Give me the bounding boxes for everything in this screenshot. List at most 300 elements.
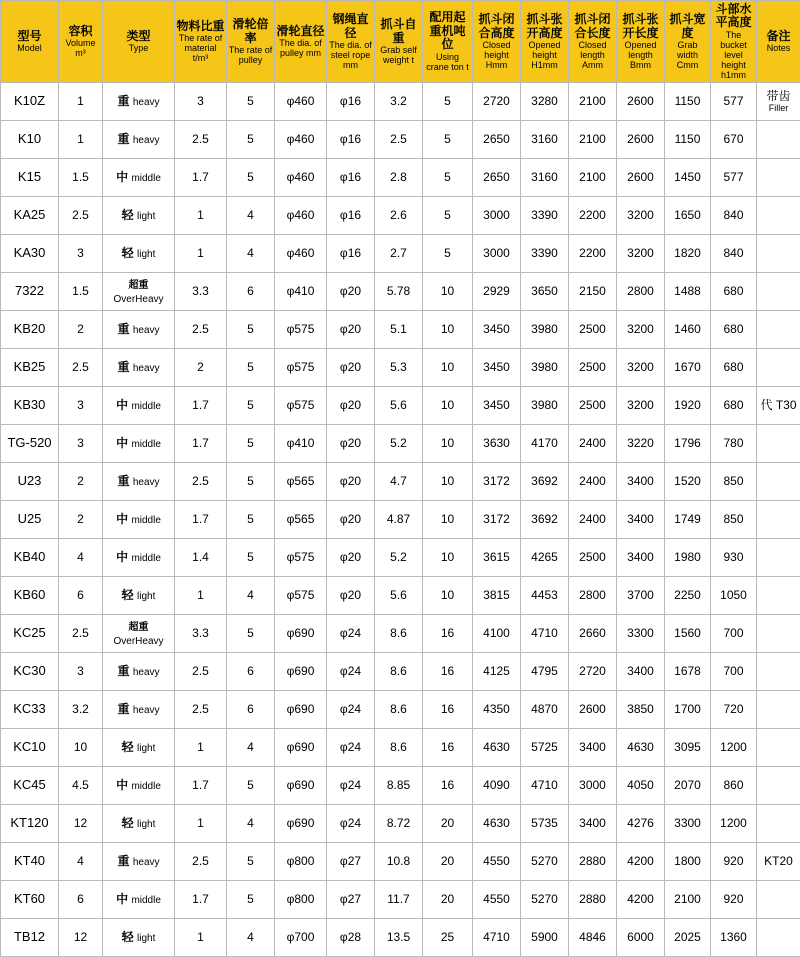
cell-opened-height: 4710 xyxy=(521,767,569,805)
cell-crane-tonnage: 10 xyxy=(423,539,473,577)
table-row xyxy=(1,463,800,501)
cell-material-rate: 2.5 xyxy=(175,121,227,159)
cell-self-weight: 2.6 xyxy=(375,197,423,235)
cell-rope-diameter: φ20 xyxy=(327,425,375,463)
cell-type-en: middle xyxy=(131,895,160,906)
column-header-closed-height: 抓斗闭合高度 Closed height Hmm xyxy=(473,1,521,83)
cell-self-weight: 5.2 xyxy=(375,539,423,577)
cell-rope-diameter: φ24 xyxy=(327,767,375,805)
cell-bucket-level-height: 680 xyxy=(711,273,757,311)
cell-opened-length: 3400 xyxy=(617,539,665,577)
cell-opened-length: 3220 xyxy=(617,425,665,463)
cell-notes xyxy=(757,121,800,159)
cell-closed-height: 3630 xyxy=(473,425,521,463)
cell-type xyxy=(103,83,175,121)
cell-notes xyxy=(757,235,800,273)
cell-notes xyxy=(757,83,800,121)
table-row xyxy=(1,159,800,197)
cell-rope-diameter: φ20 xyxy=(327,273,375,311)
cell-type-cn: 重 xyxy=(117,322,129,336)
cell-closed-height: 3000 xyxy=(473,197,521,235)
cell-model: KB30 xyxy=(1,387,59,425)
cell-notes xyxy=(757,387,800,425)
cell-volume: 3 xyxy=(59,387,103,425)
cell-closed-length: 2400 xyxy=(569,501,617,539)
cell-crane-tonnage: 10 xyxy=(423,463,473,501)
cell-pulley-rate: 4 xyxy=(227,235,275,273)
cell-opened-height: 3390 xyxy=(521,197,569,235)
cell-closed-length: 2500 xyxy=(569,311,617,349)
cell-closed-height: 2929 xyxy=(473,273,521,311)
cell-volume: 3 xyxy=(59,425,103,463)
cell-material-rate: 2.5 xyxy=(175,691,227,729)
cell-opened-height: 4710 xyxy=(521,615,569,653)
cell-model: KB60 xyxy=(1,577,59,615)
cell-crane-tonnage: 10 xyxy=(423,577,473,615)
cell-opened-height: 4870 xyxy=(521,691,569,729)
cell-closed-length: 3400 xyxy=(569,805,617,843)
cell-crane-tonnage: 5 xyxy=(423,83,473,121)
cell-closed-length: 2100 xyxy=(569,121,617,159)
cell-material-rate: 1.7 xyxy=(175,881,227,919)
cell-opened-length: 3850 xyxy=(617,691,665,729)
table-body xyxy=(1,83,800,957)
cell-pulley-diameter: φ460 xyxy=(275,83,327,121)
cell-rope-diameter: φ16 xyxy=(327,197,375,235)
cell-type xyxy=(103,881,175,919)
cell-pulley-diameter: φ800 xyxy=(275,843,327,881)
cell-crane-tonnage: 10 xyxy=(423,501,473,539)
cell-opened-length: 4276 xyxy=(617,805,665,843)
cell-type xyxy=(103,463,175,501)
cell-closed-height: 3172 xyxy=(473,501,521,539)
cell-pulley-diameter: φ690 xyxy=(275,805,327,843)
cell-opened-height: 4453 xyxy=(521,577,569,615)
cell-crane-tonnage: 20 xyxy=(423,843,473,881)
cell-volume: 2 xyxy=(59,311,103,349)
cell-pulley-diameter: φ575 xyxy=(275,539,327,577)
cell-crane-tonnage: 20 xyxy=(423,805,473,843)
cell-rope-diameter: φ20 xyxy=(327,463,375,501)
cell-pulley-diameter: φ575 xyxy=(275,577,327,615)
cell-crane-tonnage: 10 xyxy=(423,273,473,311)
cell-pulley-rate: 5 xyxy=(227,425,275,463)
cell-closed-length: 2500 xyxy=(569,349,617,387)
cell-model: KT120 xyxy=(1,805,59,843)
cell-type-en: light xyxy=(137,591,155,602)
cell-material-rate: 1 xyxy=(175,729,227,767)
cell-pulley-rate: 4 xyxy=(227,577,275,615)
cell-self-weight: 2.7 xyxy=(375,235,423,273)
cell-opened-length: 2800 xyxy=(617,273,665,311)
cell-grab-width: 1749 xyxy=(665,501,711,539)
cell-model: K10 xyxy=(1,121,59,159)
cell-volume: 4.5 xyxy=(59,767,103,805)
cell-opened-length: 2600 xyxy=(617,121,665,159)
cell-pulley-rate: 6 xyxy=(227,273,275,311)
cell-opened-height: 3980 xyxy=(521,387,569,425)
cell-rope-diameter: φ20 xyxy=(327,387,375,425)
cell-self-weight: 13.5 xyxy=(375,919,423,957)
header-row xyxy=(1,1,800,83)
cell-pulley-rate: 5 xyxy=(227,843,275,881)
cell-model: KC45 xyxy=(1,767,59,805)
cell-self-weight: 4.87 xyxy=(375,501,423,539)
cell-grab-width: 1450 xyxy=(665,159,711,197)
cell-opened-length: 3200 xyxy=(617,235,665,273)
cell-bucket-level-height: 1200 xyxy=(711,729,757,767)
cell-rope-diameter: φ20 xyxy=(327,539,375,577)
table-row xyxy=(1,197,800,235)
column-header-type: 类型 Type xyxy=(103,1,175,83)
cell-volume: 6 xyxy=(59,881,103,919)
cell-pulley-diameter: φ575 xyxy=(275,311,327,349)
cell-grab-width: 2100 xyxy=(665,881,711,919)
cell-model: 7322 xyxy=(1,273,59,311)
cell-closed-height: 3172 xyxy=(473,463,521,501)
cell-closed-height: 3450 xyxy=(473,311,521,349)
cell-notes xyxy=(757,197,800,235)
cell-material-rate: 1.7 xyxy=(175,387,227,425)
cell-notes xyxy=(757,729,800,767)
cell-opened-height: 3650 xyxy=(521,273,569,311)
cell-opened-length: 3700 xyxy=(617,577,665,615)
column-header-material-rate: 物料比重 The rate of material t/m³ xyxy=(175,1,227,83)
cell-notes xyxy=(757,159,800,197)
cell-closed-length: 2400 xyxy=(569,463,617,501)
cell-opened-height: 5900 xyxy=(521,919,569,957)
column-header-opened-length: 抓斗张开长度 Opened length Bmm xyxy=(617,1,665,83)
cell-self-weight: 8.6 xyxy=(375,653,423,691)
cell-type xyxy=(103,843,175,881)
cell-opened-height: 4170 xyxy=(521,425,569,463)
column-header-model: 型号 Model xyxy=(1,1,59,83)
cell-closed-height: 3615 xyxy=(473,539,521,577)
cell-closed-height: 2650 xyxy=(473,159,521,197)
cell-type-en: heavy xyxy=(133,667,160,678)
cell-type-cn: 重 xyxy=(117,854,129,868)
cell-closed-height: 4090 xyxy=(473,767,521,805)
cell-type xyxy=(103,121,175,159)
cell-type-en: middle xyxy=(131,781,160,792)
cell-notes xyxy=(757,539,800,577)
column-header-opened-height: 抓斗张开高度 Opened height H1mm xyxy=(521,1,569,83)
cell-type xyxy=(103,919,175,957)
cell-material-rate: 1 xyxy=(175,577,227,615)
cell-rope-diameter: φ16 xyxy=(327,159,375,197)
cell-model: KB20 xyxy=(1,311,59,349)
cell-type xyxy=(103,653,175,691)
table-row xyxy=(1,273,800,311)
cell-model: KC10 xyxy=(1,729,59,767)
table-row xyxy=(1,615,800,653)
cell-bucket-level-height: 860 xyxy=(711,767,757,805)
cell-self-weight: 8.85 xyxy=(375,767,423,805)
cell-closed-length: 3400 xyxy=(569,729,617,767)
cell-bucket-level-height: 840 xyxy=(711,235,757,273)
cell-bucket-level-height: 680 xyxy=(711,349,757,387)
cell-bucket-level-height: 680 xyxy=(711,387,757,425)
cell-material-rate: 1.4 xyxy=(175,539,227,577)
cell-type-en: heavy xyxy=(133,97,160,108)
cell-type-en: heavy xyxy=(133,705,160,716)
cell-closed-height: 4350 xyxy=(473,691,521,729)
cell-self-weight: 4.7 xyxy=(375,463,423,501)
cell-type xyxy=(103,349,175,387)
cell-notes-en: Filler xyxy=(758,103,799,113)
cell-grab-width: 2025 xyxy=(665,919,711,957)
cell-pulley-diameter: φ460 xyxy=(275,197,327,235)
cell-opened-length: 3200 xyxy=(617,349,665,387)
cell-type-cn: 中 xyxy=(116,892,128,906)
cell-notes xyxy=(757,805,800,843)
table-row xyxy=(1,501,800,539)
cell-closed-length: 2100 xyxy=(569,159,617,197)
cell-model: K10Z xyxy=(1,83,59,121)
cell-model: KB40 xyxy=(1,539,59,577)
cell-model: K15 xyxy=(1,159,59,197)
cell-type-cn: 重 xyxy=(117,702,129,716)
cell-type-cn: 中 xyxy=(116,170,128,184)
cell-notes xyxy=(757,653,800,691)
cell-closed-height: 4630 xyxy=(473,805,521,843)
cell-pulley-rate: 5 xyxy=(227,159,275,197)
cell-self-weight: 3.2 xyxy=(375,83,423,121)
cell-volume: 3.2 xyxy=(59,691,103,729)
cell-opened-height: 5735 xyxy=(521,805,569,843)
cell-pulley-rate: 6 xyxy=(227,653,275,691)
cell-notes xyxy=(757,463,800,501)
cell-material-rate: 1.7 xyxy=(175,159,227,197)
table-row xyxy=(1,235,800,273)
cell-closed-length: 2880 xyxy=(569,843,617,881)
cell-type-cn: 轻 xyxy=(122,816,134,830)
cell-volume: 2.5 xyxy=(59,615,103,653)
table-row xyxy=(1,881,800,919)
cell-self-weight: 5.6 xyxy=(375,577,423,615)
cell-type-en: middle xyxy=(131,401,160,412)
cell-bucket-level-height: 700 xyxy=(711,653,757,691)
cell-bucket-level-height: 680 xyxy=(711,311,757,349)
cell-closed-length: 2600 xyxy=(569,691,617,729)
cell-type-en: heavy xyxy=(133,857,160,868)
cell-rope-diameter: φ24 xyxy=(327,615,375,653)
cell-material-rate: 3.3 xyxy=(175,615,227,653)
cell-closed-length: 2880 xyxy=(569,881,617,919)
cell-rope-diameter: φ24 xyxy=(327,805,375,843)
cell-grab-width: 1460 xyxy=(665,311,711,349)
cell-closed-length: 2800 xyxy=(569,577,617,615)
cell-pulley-diameter: φ410 xyxy=(275,273,327,311)
cell-type-en: light xyxy=(137,819,155,830)
cell-grab-width: 2070 xyxy=(665,767,711,805)
cell-material-rate: 2 xyxy=(175,349,227,387)
cell-grab-width: 1800 xyxy=(665,843,711,881)
cell-notes xyxy=(757,691,800,729)
cell-notes-cn: 带齿 xyxy=(758,90,799,103)
cell-type xyxy=(103,729,175,767)
column-header-volume: 容积 Volume m³ xyxy=(59,1,103,83)
cell-type-cn: 超重 xyxy=(129,622,149,633)
cell-type-cn: 轻 xyxy=(122,246,134,260)
cell-rope-diameter: φ24 xyxy=(327,653,375,691)
cell-rope-diameter: φ28 xyxy=(327,919,375,957)
cell-volume: 4 xyxy=(59,539,103,577)
cell-type-cn: 重 xyxy=(117,664,129,678)
cell-type-en: heavy xyxy=(133,477,160,488)
cell-material-rate: 2.5 xyxy=(175,463,227,501)
cell-closed-height: 4710 xyxy=(473,919,521,957)
cell-crane-tonnage: 16 xyxy=(423,615,473,653)
cell-type-en: middle xyxy=(131,515,160,526)
cell-pulley-rate: 5 xyxy=(227,83,275,121)
cell-pulley-rate: 4 xyxy=(227,805,275,843)
cell-grab-width: 1820 xyxy=(665,235,711,273)
cell-self-weight: 8.6 xyxy=(375,691,423,729)
cell-type-cn: 中 xyxy=(116,778,128,792)
cell-closed-height: 4125 xyxy=(473,653,521,691)
cell-crane-tonnage: 20 xyxy=(423,881,473,919)
table-row xyxy=(1,653,800,691)
cell-model: U23 xyxy=(1,463,59,501)
cell-pulley-diameter: φ575 xyxy=(275,387,327,425)
cell-crane-tonnage: 10 xyxy=(423,387,473,425)
cell-type-en: middle xyxy=(131,439,160,450)
cell-pulley-rate: 6 xyxy=(227,691,275,729)
cell-type-en: OverHeavy xyxy=(113,636,163,647)
cell-type-cn: 超重 xyxy=(129,280,149,291)
cell-type-en: light xyxy=(137,743,155,754)
cell-type xyxy=(103,311,175,349)
cell-closed-height: 3815 xyxy=(473,577,521,615)
cell-volume: 10 xyxy=(59,729,103,767)
cell-type-cn: 中 xyxy=(116,398,128,412)
cell-closed-length: 2660 xyxy=(569,615,617,653)
cell-volume: 1 xyxy=(59,121,103,159)
cell-notes xyxy=(757,311,800,349)
table-row xyxy=(1,843,800,881)
cell-bucket-level-height: 577 xyxy=(711,83,757,121)
table-row xyxy=(1,121,800,159)
table-row xyxy=(1,919,800,957)
cell-model: KA25 xyxy=(1,197,59,235)
cell-pulley-diameter: φ690 xyxy=(275,653,327,691)
cell-self-weight: 2.8 xyxy=(375,159,423,197)
cell-crane-tonnage: 10 xyxy=(423,425,473,463)
cell-material-rate: 1 xyxy=(175,197,227,235)
cell-closed-length: 2150 xyxy=(569,273,617,311)
cell-material-rate: 1 xyxy=(175,235,227,273)
cell-type xyxy=(103,235,175,273)
cell-type-en: heavy xyxy=(133,325,160,336)
cell-crane-tonnage: 5 xyxy=(423,197,473,235)
cell-type-en: light xyxy=(137,249,155,260)
cell-opened-length: 6000 xyxy=(617,919,665,957)
cell-rope-diameter: φ20 xyxy=(327,501,375,539)
cell-material-rate: 1 xyxy=(175,805,227,843)
cell-rope-diameter: φ27 xyxy=(327,881,375,919)
table-row xyxy=(1,349,800,387)
cell-opened-length: 4200 xyxy=(617,881,665,919)
cell-pulley-rate: 4 xyxy=(227,197,275,235)
cell-closed-length: 2500 xyxy=(569,539,617,577)
cell-grab-width: 1560 xyxy=(665,615,711,653)
cell-material-rate: 1.7 xyxy=(175,767,227,805)
cell-pulley-diameter: φ700 xyxy=(275,919,327,957)
cell-model: KA30 xyxy=(1,235,59,273)
cell-closed-height: 3450 xyxy=(473,387,521,425)
cell-self-weight: 8.6 xyxy=(375,729,423,767)
cell-pulley-diameter: φ565 xyxy=(275,463,327,501)
cell-type-en: heavy xyxy=(133,363,160,374)
table-row xyxy=(1,539,800,577)
cell-pulley-rate: 5 xyxy=(227,881,275,919)
cell-bucket-level-height: 720 xyxy=(711,691,757,729)
cell-opened-height: 3692 xyxy=(521,501,569,539)
cell-pulley-rate: 4 xyxy=(227,919,275,957)
cell-model: KT60 xyxy=(1,881,59,919)
cell-grab-width: 1520 xyxy=(665,463,711,501)
cell-type-en: heavy xyxy=(133,135,160,146)
cell-grab-width: 2250 xyxy=(665,577,711,615)
cell-opened-height: 3692 xyxy=(521,463,569,501)
cell-model: TG-520 xyxy=(1,425,59,463)
cell-opened-length: 3200 xyxy=(617,197,665,235)
cell-model: KB25 xyxy=(1,349,59,387)
cell-opened-length: 3400 xyxy=(617,501,665,539)
cell-volume: 3 xyxy=(59,653,103,691)
cell-rope-diameter: φ20 xyxy=(327,311,375,349)
cell-pulley-diameter: φ410 xyxy=(275,425,327,463)
column-header-grab-width: 抓斗宽度 Grab width Cmm xyxy=(665,1,711,83)
cell-crane-tonnage: 5 xyxy=(423,121,473,159)
cell-bucket-level-height: 700 xyxy=(711,615,757,653)
cell-self-weight: 5.1 xyxy=(375,311,423,349)
cell-volume: 1 xyxy=(59,83,103,121)
cell-type xyxy=(103,425,175,463)
cell-opened-length: 4200 xyxy=(617,843,665,881)
cell-volume: 3 xyxy=(59,235,103,273)
cell-rope-diameter: φ27 xyxy=(327,843,375,881)
cell-notes xyxy=(757,615,800,653)
cell-notes xyxy=(757,577,800,615)
cell-pulley-diameter: φ460 xyxy=(275,235,327,273)
cell-grab-width: 1670 xyxy=(665,349,711,387)
cell-pulley-rate: 5 xyxy=(227,767,275,805)
cell-material-rate: 3.3 xyxy=(175,273,227,311)
cell-closed-height: 3450 xyxy=(473,349,521,387)
cell-type xyxy=(103,805,175,843)
cell-pulley-diameter: φ690 xyxy=(275,691,327,729)
cell-rope-diameter: φ16 xyxy=(327,83,375,121)
cell-opened-height: 3160 xyxy=(521,121,569,159)
cell-grab-width: 1678 xyxy=(665,653,711,691)
cell-bucket-level-height: 1200 xyxy=(711,805,757,843)
table-row xyxy=(1,767,800,805)
cell-type-cn: 重 xyxy=(117,474,129,488)
cell-notes xyxy=(757,273,800,311)
cell-opened-length: 4050 xyxy=(617,767,665,805)
cell-closed-length: 2100 xyxy=(569,83,617,121)
cell-crane-tonnage: 10 xyxy=(423,349,473,387)
cell-grab-width: 3300 xyxy=(665,805,711,843)
cell-bucket-level-height: 1360 xyxy=(711,919,757,957)
cell-grab-width: 1650 xyxy=(665,197,711,235)
cell-pulley-diameter: φ690 xyxy=(275,767,327,805)
cell-closed-height: 2720 xyxy=(473,83,521,121)
cell-opened-height: 3280 xyxy=(521,83,569,121)
table-row xyxy=(1,577,800,615)
